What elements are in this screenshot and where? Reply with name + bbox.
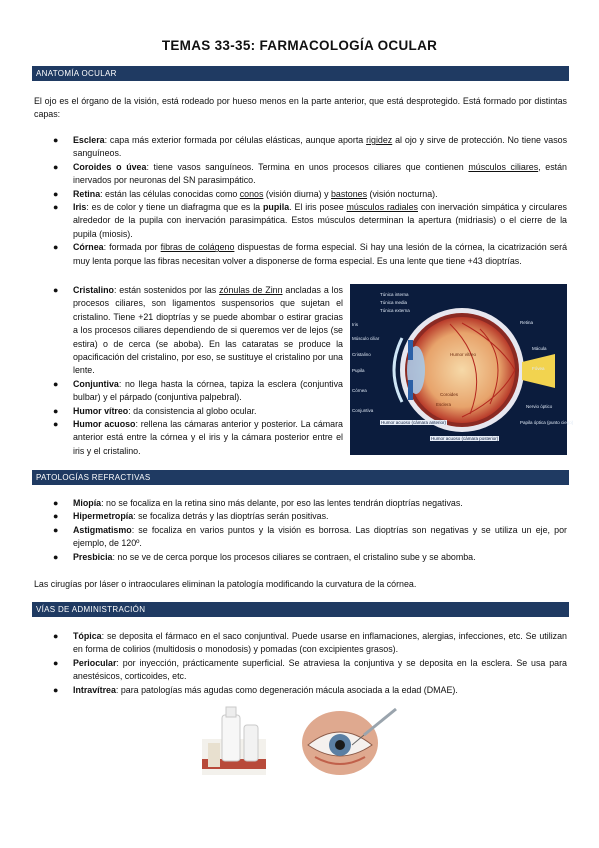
dropper-cap: [226, 707, 236, 717]
small-vial: [208, 743, 220, 767]
figure-label: Iris: [352, 322, 358, 327]
iris-upper-shape: [408, 340, 413, 360]
anatomy-list: [53, 134, 568, 268]
figure-label: Conjuntiva: [352, 408, 374, 413]
figure-label: Humor acuoso (cámara anterior): [381, 420, 447, 425]
figure-label: Túnica externa: [380, 308, 410, 313]
list-item: ● Cristalino: están sostenidos por las zónulas de Zinn ancladas a los procesos ciliares, son ligamentos suspensorios que sujetan el cristalino. Tiene +21 dioptrías y se puede abombar o estirar gracias a los procesos ciliares dependiendo de si queremos ver de lejos (se estira) o de cerca (se aboba). En las cataratas se produce la opacificación del cristalino, por eso, se sustituye el cristalino por una lente.: [53, 285, 343, 376]
list-item: ● Coroides o úvea: tiene vasos sanguíneos. Termina en unos procesos ciliares que contienen músculos ciliares, están inervados por neuronas del SN parasimpático.: [53, 161, 567, 186]
eye-drops-syringe-image: [200, 705, 400, 781]
pathologies-list: [53, 497, 567, 564]
figure-label: Mácula: [532, 346, 547, 351]
figure-label: Papila óptica (punto ciego): [520, 420, 574, 425]
figure-label: Humor vítreo: [450, 352, 477, 357]
figure-label: Esclera: [436, 402, 452, 407]
list-item: ● Presbicia: no se ve de cerca porque los procesos ciliares se contraen, el cristalino sube y se abomba.: [53, 551, 476, 562]
list-item: ● Córnea: formada por fibras de colágeno dispuestas de forma especial. Si hay una lesión de la córnea, la cicatrización será muy lenta porque las fibras necesitan volver a disponerse de forma especial. Es una lente que tiene +43 dioptrías.: [53, 242, 568, 266]
surgery-note: Las cirugías por láser o intraoculares eliminan la patología modificando la curvatura de la córnea.: [34, 579, 417, 589]
figure-label: Fóvea: [532, 366, 545, 371]
list-item: ● Iris: es de color y tiene un diafragma que es la pupila. El iris posee músculos radiales con inervación simpática y circulares alrededor de la pupila con inervación parasimpática. Estos músculos determinan la apertura (midriasis) o el cierre de la pupila (miosis).: [53, 202, 567, 239]
list-item: ● Periocular: por inyección, prácticamente superficial. Se atraviesa la conjuntiva y se deposita en la esclera. Se usa para anestésicos, corticoides, etc.: [53, 657, 567, 682]
page-title: TEMAS 33-35: FARMACOLOGÍA OCULAR: [161, 38, 438, 53]
section-header-anatomia: ANATOMÍA OCULAR: [32, 66, 569, 81]
list-item: ● Humor acuoso: rellena las cámaras anterior y posterior. La cámara anterior está entre la córnea y el iris y la cámara posterior entre el iris y el cristalino.: [53, 419, 343, 456]
anatomy-list-narrow: [53, 284, 343, 458]
eye-anatomy-figure: [350, 284, 574, 455]
figure-label: Músculo ciliar: [352, 336, 380, 341]
second-bottle: [244, 725, 258, 761]
list-item: ● Conjuntiva: no llega hasta la córnea, tapiza la esclera (conjuntiva bulbar) y el párpado (conjuntiva palpebral).: [53, 378, 343, 403]
figure-label: Humor acuoso (cámara posterior): [431, 436, 499, 441]
figure-label: Pupila: [352, 368, 365, 373]
figure-label: Córnea: [352, 388, 367, 393]
figure-label: Coroides: [440, 392, 459, 397]
iris-lower-shape: [408, 380, 413, 400]
list-item: ● Tópica: se deposita el fármaco en el saco conjuntival. Puede usarse en inflamaciones, alergias, infecciones, etc. Se utilizan en forma de colirios (multidosis o monodosis) y pomadas (con excipientes grasos).: [53, 631, 567, 655]
routes-list: [53, 630, 567, 697]
dropper-bottle: [222, 715, 240, 761]
optic-nerve-shape: [522, 354, 555, 388]
list-item: ● Intravítrea: para patologías más agudas como degeneración mácula asociada a la edad (DMAE).: [53, 684, 458, 695]
list-item: ● Retina: están las células conocidas como conos (visión diurna) y bastones (visión nocturna).: [53, 188, 438, 199]
list-item: ● Humor vítreo: da consistencia al globo ocular.: [53, 405, 257, 416]
list-item: ● Hipermetropía: se focaliza detrás y las dioptrías serán positivas.: [53, 511, 329, 522]
figure-label: Cristalino: [352, 352, 371, 357]
list-item: ● Esclera: capa más exterior formada por células elásticas, aunque aporta rigidez al ojo y sirve de protección. No tiene vasos sanguíneos.: [53, 135, 568, 159]
intro-paragraph: El ojo es el órgano de la visión, está rodeado por hueso menos en la parte anterior, que está desprotegido. Está formado por distintas capas:: [34, 96, 567, 120]
administration-illustration: [200, 705, 400, 781]
section-header-vias: VÍAS DE ADMINISTRACIÓN: [32, 602, 569, 617]
list-item: ● Astigmatismo: se focaliza en varios puntos y la visión es borrosa. Las dioptrías son negativas y se utiliza un eje, por ejemplo, de 120º.: [53, 524, 567, 549]
figure-label: Nervio óptico: [526, 404, 553, 409]
figure-label: Retina: [520, 320, 534, 325]
figure-label: Túnica interna: [380, 292, 409, 297]
figure-label: Túnica media: [380, 300, 408, 305]
section-header-patologias: PATOLOGÍAS REFRACTIVAS: [32, 470, 569, 485]
pupil-circle: [335, 740, 345, 750]
list-item: ● Miopía: no se focaliza en la retina sino más delante, por eso las lentes tendrán dioptrías negativas.: [53, 498, 463, 508]
